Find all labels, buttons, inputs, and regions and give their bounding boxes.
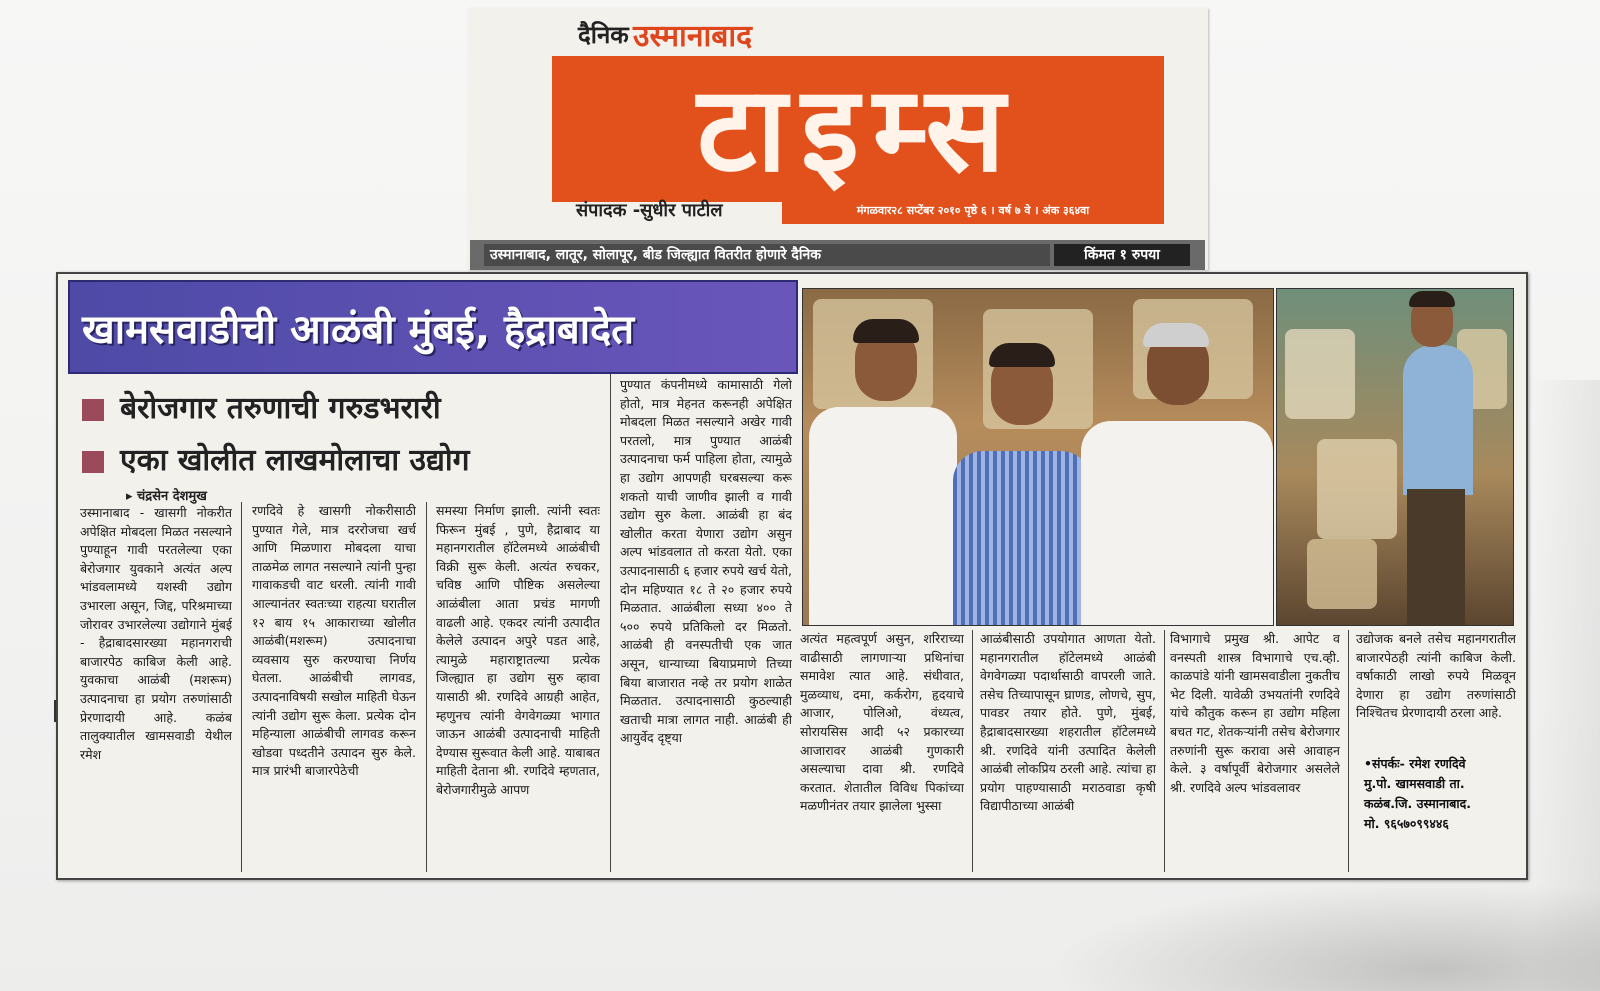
contact-phone: मो. ९६५७०९९४४६ <box>1364 816 1449 831</box>
byline: ▸ चंद्रसेन देशमुख <box>126 489 207 504</box>
article-column-8 <box>1356 630 1516 746</box>
masthead-dateline: मंगळवार२८ सप्टेंबर २०१० पृष्ठे ६ । वर्ष ७ वे । अंक ३६४वा <box>782 198 1164 224</box>
column-rule <box>610 374 611 872</box>
column-2-text: रणदिवे हे खासगी नोकरीसाठी पुण्यात गेले, मात्र दररोजचा खर्च आणि मिळणारा मोबदला याचा ताळमेळ लागत नसल्याने त्यांनी पुन्हा गावाकडची वाट धरली. त्यांनी गावी आल्यानंतर स्वतःच्या राहत्या घरातील १२ बाय १५ आकाराच्या खोलीत आळंबी(मशरूम) उत्पादनाचा व्यवसाय सुरु करण्याचा निर्णय घेतला. आळंबीची लागवड, उत्पादनाविषयी सखोल माहिती घेऊन त्यांनी उद्योग सुरू केला. प्रत्येक दोन महिन्याला आळंबीची लागवड करून खोडवा पध्दतीने उत्पादन सुरु केले. मात्र प्रारंभी बाजारपेठेची <box>252 503 416 779</box>
price-label: किंमत १ रुपया <box>1054 244 1190 266</box>
column-8-text: उद्योजक बनले तसेच महानगरातील बाजारपेठही त्यांनी काबिज केली. वर्षाकाठी लाखो रुपये मिळवून देणारा हा उद्योग तरुणांसाठी निश्चितच प्रेरणादायी ठरला आहे. <box>1356 631 1516 721</box>
headline-band <box>68 280 798 374</box>
article-headline: खामसवाडीची आळंबी मुंबई, हैद्राबादेत <box>82 307 635 353</box>
column-5-text: अत्यंत महत्वपूर्ण असुन, शरिराच्या वाढीसाठी लागणाऱ्या प्रथिनांचा समावेश त्यात आहे. संधीवात, मुळव्याध, दमा, कर्करोग, हृदयाचे आजार, पोलिओ, वंध्यत्व, सोरायसिस आदी ५२ प्रकारच्या आजारावर आळंबी गुणकारी असल्याचा दावा श्री. रणदिवे करतात. शेतातील विविध पिकांच्या मळणीनंतर तयार झालेला भुस्सा <box>800 631 964 814</box>
article <box>56 272 1528 880</box>
article-column-7 <box>1170 630 1340 870</box>
column-rule <box>972 630 973 872</box>
column-rule <box>1164 630 1165 872</box>
article-column-1 <box>80 504 232 870</box>
contact-block <box>1364 754 1520 834</box>
article-column-3 <box>436 502 600 870</box>
scan-shadow <box>1050 880 1600 991</box>
distribution-text: उस्मानाबाद, लातूर, सोलापूर, बीड जिल्ह्यात वितरीत होणारे दैनिक <box>484 244 1050 266</box>
masthead-city: उस्मानाबाद <box>633 19 753 54</box>
column-4-text: पुण्यात कंपनीमध्ये कामासाठी गेलो होतो, मात्र मेहनत करूनही अपेक्षित मोबदला मिळत नसल्याने अखेर गावी परतलो, मात्र पुण्यात आळंबी उत्पादनाचा फर्म पाहिला होता, त्यामुळे हा उद्योग आपणही घरबसल्या करू शकतो याची जाणीव झाली व गावी उद्योग सुरु केला. आळंबी हा बंद खोलीत करता येणारा उद्योग असुन अल्प भांडवलात तो करता येतो. एका उत्पादनासाठी ६ हजार रुपये खर्च येतो, दोन महिण्यात १८ ते २० हजार रुपये मिळतात. आळंबीला सध्या ४०० ते ५०० रुपये प्रतिकिलो दर मिळतो. आळंबी ही वनस्पतीची एक जात असून, धान्याच्या बियाप्रमाणे तिच्या बिया बाजारात नव्हे तर प्रयोग शाळेत मिळतात. उत्पादनासाठी कुठल्याही खताची मात्रा लागत नाही. आळंबी ही आयुर्वेद दृष्ट्या <box>620 377 792 746</box>
article-column-2 <box>252 502 416 870</box>
subheading-2: एका खोलीत लाखमोलाचा उद्योग <box>82 438 470 479</box>
contact-address: मु.पो. खामसवाडी ता. <box>1364 776 1465 791</box>
contact-name: •संपर्कः- रमेश रणदिवे <box>1364 756 1466 771</box>
masthead-daily: दैनिक <box>578 21 629 49</box>
article-column-5 <box>800 630 964 870</box>
article-column-4 <box>620 376 792 870</box>
distribution-bar <box>470 240 1205 270</box>
column-6-text: आळंबीसाठी उपयोगात आणता येतो. महानगरातील हॉटेलमध्ये आळंबी वेगवेगळ्या पदार्थासाठी वापरली जाते. तसेच तिच्यापासून घ्राणड, लोणचे, सुप, पावडर तयार होते. पुणे, मुंबई, हैद्राबादसारख्या शहरातील हॉटेलमध्ये श्री. रणदिवे यांनी उत्पादित केलेली आळंबी लोकप्रिय ठरली आहे. त्यांचा हा प्रयोग पाहण्यासाठी मराठवाडा कृषी विद्यापीठाच्या आळंबी <box>980 631 1156 814</box>
column-3-text: समस्या निर्माण झाली. त्यांनी स्वतः फिरून मुंबई , पुणे, हैद्राबाद या महानगरातील हॉटेलमध्ये आळंबीची विक्री सुरू केली. अत्यंत रुचकर, चविष्ठ आणि पौष्टिक असलेल्या आळंबीला आता प्रचंड मागणी वाढली आहे. एकदर त्यांनी उत्पादीत केलेले उत्पादन अपुरे पडत आहे, त्यामुळे महाराष्ट्रातल्या प्रत्येक जिल्ह्यात हा उद्योग सुरु व्हावा यासाठी श्री. रणदिवे आग्रही आहेत, म्हणुनच त्यांनी वेगवेगळ्या भागात जाऊन आळंबी उत्पादनाची माहिती देण्यास सुरूवात केली आहे. याबाबत माहिती देताना श्री. रणदिवे म्हणतात, बेरोजगारीमुळे आपण <box>436 503 600 797</box>
masthead-logo: टाइम्स <box>552 56 1164 202</box>
masthead <box>468 8 1208 270</box>
column-rule <box>426 502 427 872</box>
scan-mark <box>54 700 66 722</box>
contact-district: कळंब.जि. उस्मानाबाद. <box>1364 796 1471 811</box>
article-column-6 <box>980 630 1156 870</box>
photo-mushroom-farm <box>1276 288 1514 626</box>
column-rule <box>1348 630 1349 872</box>
column-7-text: विभागाचे प्रमुख श्री. आपेट व वनस्पती शास्त्र विभागाचे एच.व्ही. काळपांडे यांनी खामसवाडीला नुकतीच भेट दिली. यावेळी उभयतांनी रणदिवे यांचे कौतुक करून हा उद्योग महिला बचत गट, शेतकऱ्यांनी तसेच बेरोजगार तरुणांनी सुरू करावा असे आवाहन केले. ३ वर्षापूर्वी बेरोजगार असलेले श्री. रणदिवे अल्प भांडवलावर <box>1170 631 1340 795</box>
subheading-1: बेरोजगार तरुणाची गरुडभरारी <box>82 386 441 427</box>
masthead-editor: संपादक -सुधीर पाटील <box>576 200 723 221</box>
column-rule <box>241 502 242 872</box>
column-1-text: उस्मानाबाद - खासगी नोकरीत अपेक्षित मोबदला मिळत नसल्याने पुण्याहून गावी परतलेल्या एका बेरोजगार युवकाने अत्यंत अल्प भांडवलामध्ये यशस्वी उद्योग उभारला असून, जिद्द, परिश्रमाच्या जोरावर उभारलेल्या उद्योगाने मुंबई - हैद्राबादसारख्या महानगराची बाजारपेठ काबिज केली आहे. युवकाचा आळंबी (मशरूम) उत्पादनाचा हा प्रयोग तरुणांसाठी प्रेरणादायी आहे. कळंब तालुक्यातील खामसवाडी येथील रमेश <box>80 505 232 762</box>
photo-three-men <box>802 288 1274 626</box>
